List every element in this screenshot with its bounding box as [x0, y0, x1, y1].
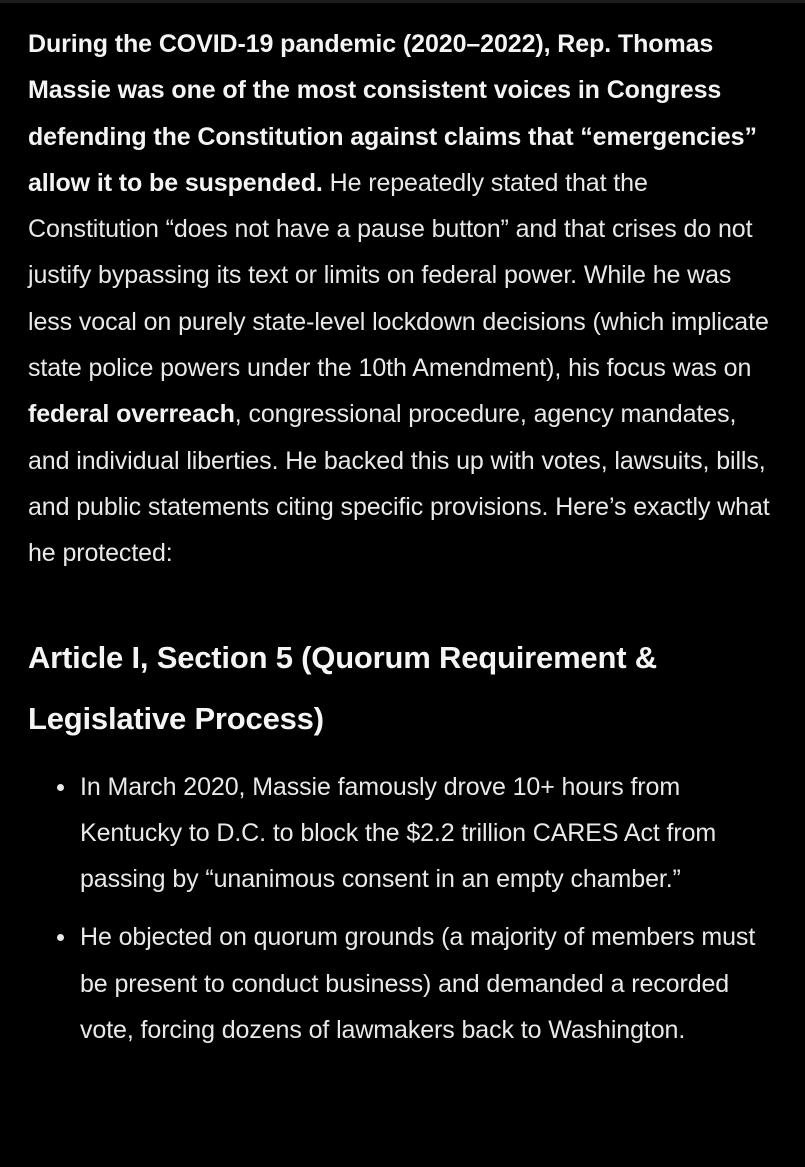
- bullet-text: He objected on quorum grounds (a majority of members must be present to conduct business) and demanded a recorded vote, forcing dozens of lawmakers back to Washington.: [80, 923, 756, 1045]
- intro-text-1: He repeatedly stated that the Constitution “does not have a pause button” and that crises do not justify bypassing its text or limits on federal power. While he was less vocal on purely state-level lockdown decisions (which implicate state police powers under the 10th Amendment), his focus was on: [28, 168, 769, 383]
- bullet-list: [28, 764, 780, 1054]
- intro-paragraph: [28, 21, 780, 577]
- list-item: [28, 914, 780, 1053]
- article-body: [28, 21, 780, 1065]
- section-heading: Article I, Section 5 (Quorum Requirement & Legislative Process): [28, 639, 657, 736]
- bullet-dot-icon: [57, 784, 64, 791]
- bullet-text: In March 2020, Massie famously drove 10+ hours from Kentucky to D.C. to block the $2.2 trillion CARES Act from passing by “unanimous consent in an empty chamber.”: [80, 772, 717, 894]
- bullet-dot-icon: [57, 934, 64, 941]
- list-item: [28, 764, 780, 903]
- intro-text-2: , congressional procedure, agency mandates, and individual liberties. He backed this up with votes, lawsuits, bills, and public statements citing specific provisions. Here’s exactly what he protected:: [28, 400, 770, 568]
- intro-bold-federal-overreach: federal overreach: [28, 400, 235, 429]
- top-divider: [0, 0, 805, 3]
- intro-bold-lead: During the COVID-19 pandemic (2020–2022), Rep. Thomas Massie was one of the most consistent voices in Congress defending the Constitution against claims that “emergencies” allow it to be suspended.: [28, 30, 757, 197]
